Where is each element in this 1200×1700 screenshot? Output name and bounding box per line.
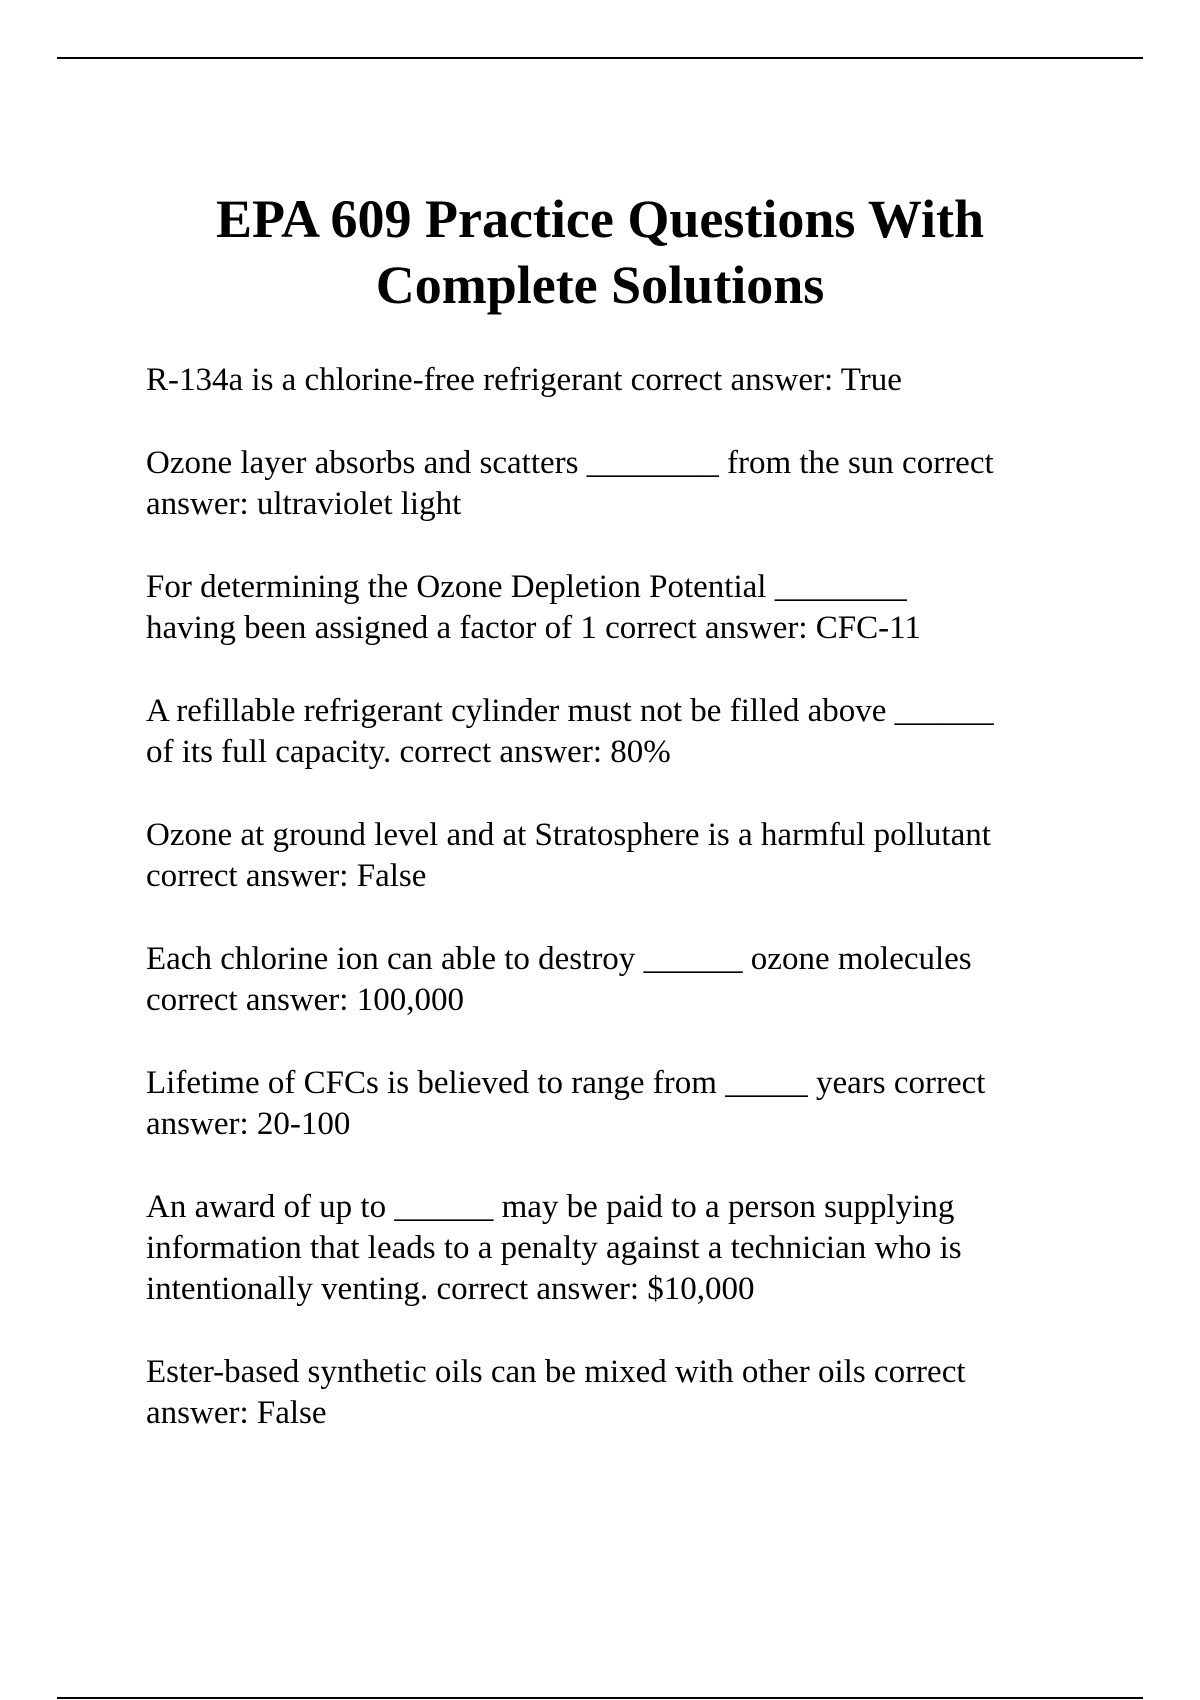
question-item-2: Ozone layer absorbs and scatters ________ from the sun correct answer: ultraviolet light bbox=[146, 445, 994, 522]
title-line-2: Complete Solutions bbox=[375, 255, 825, 315]
question-item-4: A refillable refrigerant cylinder must not be filled above ______ of its full capacity. correct answer: 80% bbox=[146, 693, 994, 770]
document-title bbox=[0, 186, 1200, 318]
question-item-5: Ozone at ground level and at Stratosphere is a harmful pollutant correct answer: False bbox=[146, 817, 991, 894]
question-item-1: R-134a is a chlorine-free refrigerant correct answer: True bbox=[146, 362, 902, 398]
question-list bbox=[146, 360, 1086, 1476]
title-line-1: EPA 609 Practice Questions With bbox=[216, 189, 984, 249]
question-item-7: Lifetime of CFCs is believed to range from _____ years correct answer: 20-100 bbox=[146, 1065, 986, 1142]
header-rule bbox=[57, 57, 1143, 59]
question-item-8: An award of up to ______ may be paid to a person supplying information that leads to a penalty against a technician who is intentionally venting. correct answer: $10,000 bbox=[146, 1189, 962, 1307]
question-item-6: Each chlorine ion can able to destroy ______ ozone molecules correct answer: 100,000 bbox=[146, 941, 972, 1018]
question-item-9: Ester-based synthetic oils can be mixed with other oils correct answer: False bbox=[146, 1354, 966, 1431]
question-item-3: For determining the Ozone Depletion Potential ________ having been assigned a factor of 1 correct answer: CFC-11 bbox=[146, 569, 921, 646]
footer-rule bbox=[57, 1697, 1143, 1699]
